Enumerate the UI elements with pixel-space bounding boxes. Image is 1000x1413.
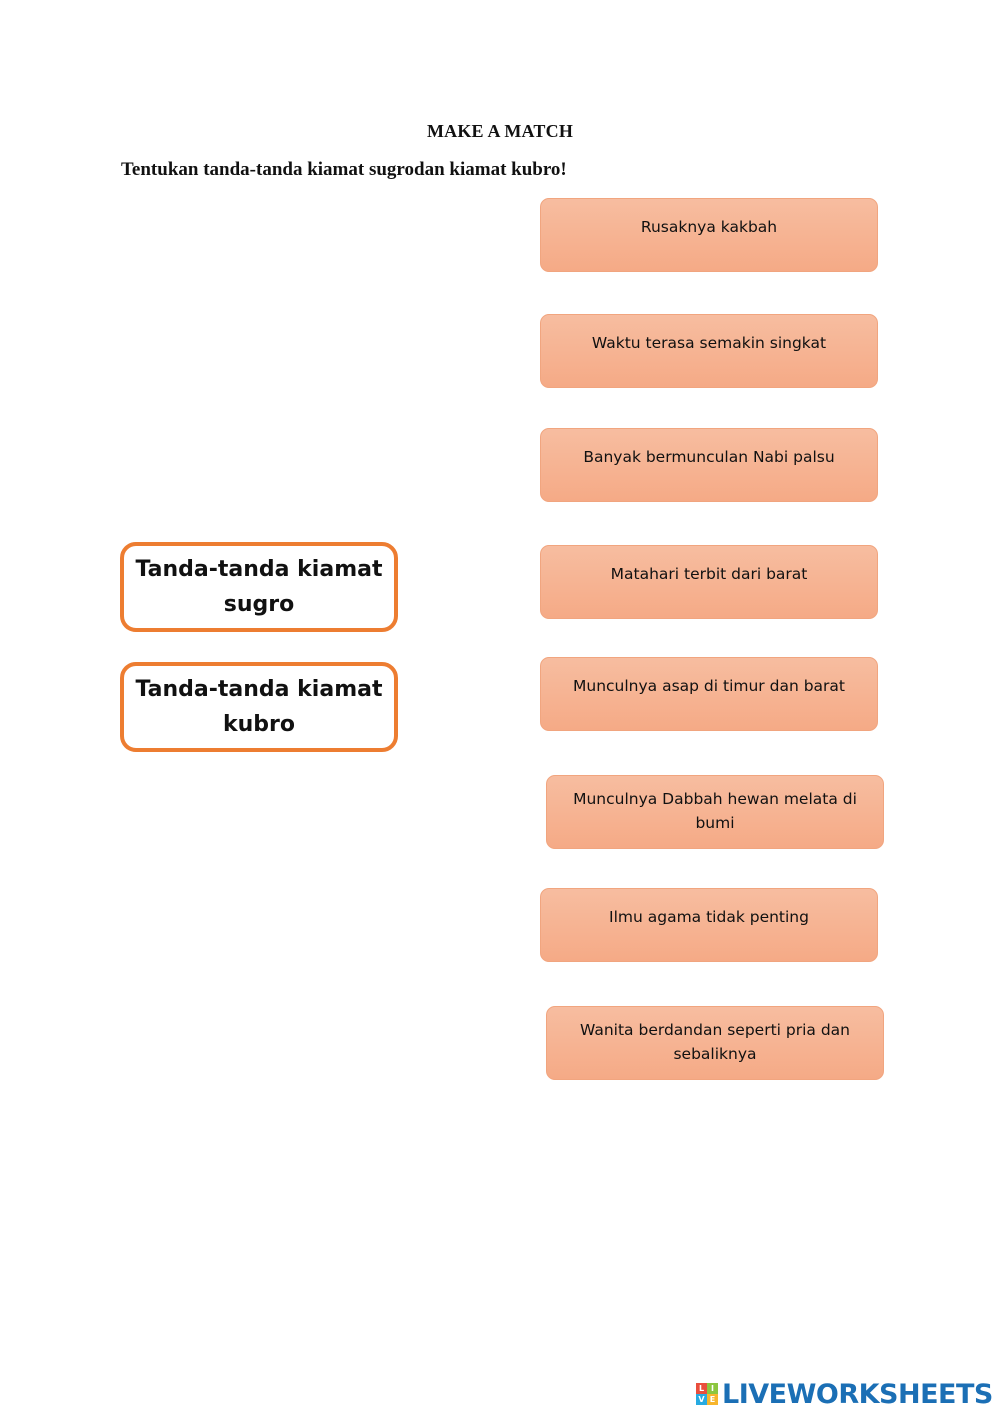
match-card[interactable] — [546, 1006, 884, 1080]
drop-target-kiamat-kubro[interactable] — [120, 662, 398, 752]
category-label: Tanda-tanda kiamat kubro — [135, 677, 383, 737]
match-card[interactable] — [540, 314, 878, 388]
match-card[interactable] — [540, 198, 878, 272]
logo-text: LIVEWORKSHEETS — [722, 1378, 993, 1410]
match-card[interactable] — [540, 657, 878, 731]
liveworksheets-logo — [696, 1379, 993, 1409]
page-title: MAKE A MATCH — [426, 121, 574, 141]
card-label: Waktu terasa semakin singkat — [591, 334, 827, 352]
card-label: Munculnya Dabbah hewan melata di bumi — [573, 790, 857, 832]
card-label: Munculnya asap di timur dan barat — [573, 677, 845, 695]
match-card[interactable] — [546, 775, 884, 849]
instruction-text: Tentukan tanda-tanda kiamat sugrodan kiamat kubro! — [121, 159, 567, 180]
card-label: Banyak bermunculan Nabi palsu — [583, 448, 835, 466]
card-label: Rusaknya kakbah — [640, 218, 778, 236]
card-label: Ilmu agama tidak penting — [609, 908, 809, 926]
logo-icon: L I V E — [696, 1383, 718, 1405]
card-label: Matahari terbit dari barat — [610, 565, 808, 583]
match-card[interactable] — [540, 428, 878, 502]
drop-target-kiamat-sugro[interactable] — [120, 542, 398, 632]
match-card[interactable] — [540, 545, 878, 619]
category-label: Tanda-tanda kiamat sugro — [135, 557, 383, 617]
card-label: Wanita berdandan seperti pria dan sebaliknya — [580, 1021, 850, 1063]
match-card[interactable] — [540, 888, 878, 962]
